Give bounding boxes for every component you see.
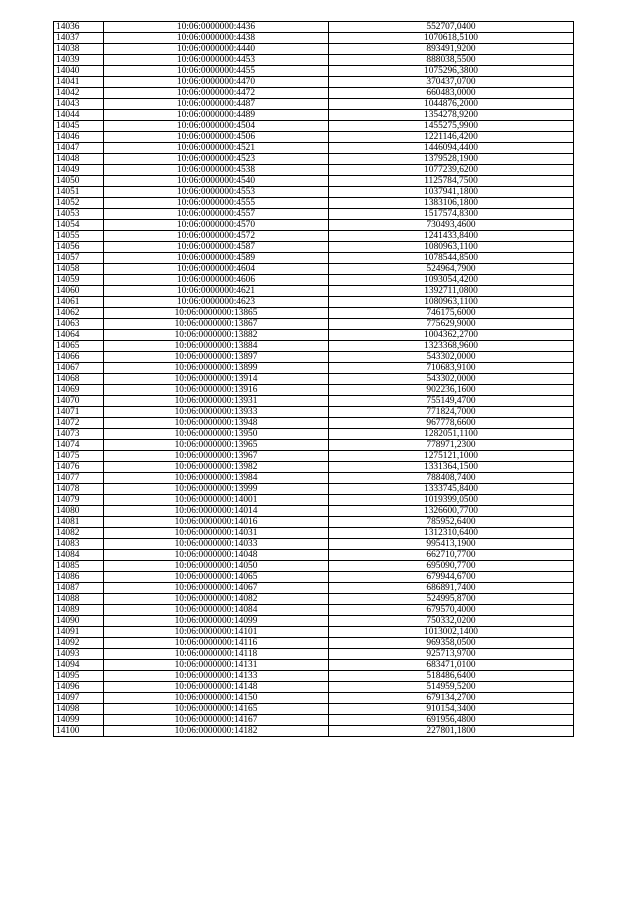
cadastral-number-cell: 10:06:0000000:14048 bbox=[104, 550, 329, 561]
table-row bbox=[54, 154, 574, 165]
table-row bbox=[54, 231, 574, 242]
cadastral-number-cell: 10:06:0000000:14099 bbox=[104, 616, 329, 627]
cadastral-number-cell: 10:06:0000000:4506 bbox=[104, 132, 329, 143]
table-row bbox=[54, 418, 574, 429]
table-row bbox=[54, 220, 574, 231]
row-number-cell: 14098 bbox=[54, 704, 104, 715]
row-number-cell: 14055 bbox=[54, 231, 104, 242]
table-row bbox=[54, 33, 574, 44]
table-row bbox=[54, 22, 574, 33]
row-number-cell: 14070 bbox=[54, 396, 104, 407]
table-row bbox=[54, 451, 574, 462]
table-row bbox=[54, 583, 574, 594]
cadastral-value-cell: 1080963,1100 bbox=[329, 297, 574, 308]
cadastral-value-cell: 686891,7400 bbox=[329, 583, 574, 594]
row-number-cell: 14036 bbox=[54, 22, 104, 33]
cadastral-value-cell: 518486,6400 bbox=[329, 671, 574, 682]
cadastral-number-cell: 10:06:0000000:13982 bbox=[104, 462, 329, 473]
cadastral-number-cell: 10:06:0000000:13948 bbox=[104, 418, 329, 429]
cadastral-number-cell: 10:06:0000000:4557 bbox=[104, 209, 329, 220]
row-number-cell: 14090 bbox=[54, 616, 104, 627]
table-row bbox=[54, 77, 574, 88]
table-row bbox=[54, 572, 574, 583]
cadastral-number-cell: 10:06:0000000:4521 bbox=[104, 143, 329, 154]
table-row bbox=[54, 286, 574, 297]
cadastral-number-cell: 10:06:0000000:4453 bbox=[104, 55, 329, 66]
row-number-cell: 14094 bbox=[54, 660, 104, 671]
table-row bbox=[54, 330, 574, 341]
cadastral-value-cell: 1080963,1100 bbox=[329, 242, 574, 253]
row-number-cell: 14099 bbox=[54, 715, 104, 726]
cadastral-number-cell: 10:06:0000000:4587 bbox=[104, 242, 329, 253]
table-row bbox=[54, 176, 574, 187]
row-number-cell: 14077 bbox=[54, 473, 104, 484]
cadastral-value-cell: 771824,7000 bbox=[329, 407, 574, 418]
cadastral-value-cell: 543302,0000 bbox=[329, 352, 574, 363]
cadastral-value-cell: 1323368,9600 bbox=[329, 341, 574, 352]
row-number-cell: 14080 bbox=[54, 506, 104, 517]
cadastral-value-cell: 925713,9700 bbox=[329, 649, 574, 660]
cadastral-value-cell: 543302,0000 bbox=[329, 374, 574, 385]
row-number-cell: 14093 bbox=[54, 649, 104, 660]
table-row bbox=[54, 99, 574, 110]
row-number-cell: 14040 bbox=[54, 66, 104, 77]
row-number-cell: 14051 bbox=[54, 187, 104, 198]
cadastral-value-cell: 1037941,1800 bbox=[329, 187, 574, 198]
row-number-cell: 14061 bbox=[54, 297, 104, 308]
table-row bbox=[54, 352, 574, 363]
row-number-cell: 14096 bbox=[54, 682, 104, 693]
table-row bbox=[54, 209, 574, 220]
table-row bbox=[54, 561, 574, 572]
cadastral-number-cell: 10:06:0000000:14067 bbox=[104, 583, 329, 594]
row-number-cell: 14042 bbox=[54, 88, 104, 99]
cadastral-number-cell: 10:06:0000000:14050 bbox=[104, 561, 329, 572]
row-number-cell: 14087 bbox=[54, 583, 104, 594]
row-number-cell: 14078 bbox=[54, 484, 104, 495]
row-number-cell: 14073 bbox=[54, 429, 104, 440]
cadastral-value-cell: 1379528,1900 bbox=[329, 154, 574, 165]
table-row bbox=[54, 88, 574, 99]
row-number-cell: 14056 bbox=[54, 242, 104, 253]
cadastral-number-cell: 10:06:0000000:4606 bbox=[104, 275, 329, 286]
cadastral-number-cell: 10:06:0000000:13882 bbox=[104, 330, 329, 341]
cadastral-number-cell: 10:06:0000000:14165 bbox=[104, 704, 329, 715]
cadastral-number-cell: 10:06:0000000:4489 bbox=[104, 110, 329, 121]
cadastral-value-cell: 683471,0100 bbox=[329, 660, 574, 671]
row-number-cell: 14066 bbox=[54, 352, 104, 363]
table-row bbox=[54, 506, 574, 517]
cadastral-number-cell: 10:06:0000000:4436 bbox=[104, 22, 329, 33]
table-row bbox=[54, 132, 574, 143]
row-number-cell: 14039 bbox=[54, 55, 104, 66]
cadastral-value-cell: 1078544,8500 bbox=[329, 253, 574, 264]
row-number-cell: 14045 bbox=[54, 121, 104, 132]
cadastral-value-cell: 691956,4800 bbox=[329, 715, 574, 726]
table-row bbox=[54, 693, 574, 704]
table-row bbox=[54, 627, 574, 638]
cadastral-value-cell: 227801,1800 bbox=[329, 726, 574, 737]
cadastral-number-cell: 10:06:0000000:14131 bbox=[104, 660, 329, 671]
cadastral-value-cell: 1077239,6200 bbox=[329, 165, 574, 176]
table-row bbox=[54, 649, 574, 660]
cadastral-value-cell: 552707,0400 bbox=[329, 22, 574, 33]
row-number-cell: 14037 bbox=[54, 33, 104, 44]
cadastral-number-cell: 10:06:0000000:14016 bbox=[104, 517, 329, 528]
table-row bbox=[54, 407, 574, 418]
cadastral-value-cell: 995413,1900 bbox=[329, 539, 574, 550]
row-number-cell: 14041 bbox=[54, 77, 104, 88]
table-row bbox=[54, 462, 574, 473]
cadastral-value-cell: 785952,6400 bbox=[329, 517, 574, 528]
table-row bbox=[54, 517, 574, 528]
cadastral-number-cell: 10:06:0000000:4570 bbox=[104, 220, 329, 231]
row-number-cell: 14044 bbox=[54, 110, 104, 121]
table-row bbox=[54, 429, 574, 440]
cadastral-value-cell: 1455275,9900 bbox=[329, 121, 574, 132]
cadastral-value-cell: 1019399,0500 bbox=[329, 495, 574, 506]
table-row bbox=[54, 374, 574, 385]
cadastral-number-cell: 10:06:0000000:4540 bbox=[104, 176, 329, 187]
table-row bbox=[54, 682, 574, 693]
row-number-cell: 14086 bbox=[54, 572, 104, 583]
cadastral-value-cell: 1326600,7700 bbox=[329, 506, 574, 517]
table-row bbox=[54, 363, 574, 374]
row-number-cell: 14091 bbox=[54, 627, 104, 638]
cadastral-number-cell: 10:06:0000000:13965 bbox=[104, 440, 329, 451]
cadastral-value-cell: 1392711,0800 bbox=[329, 286, 574, 297]
row-number-cell: 14084 bbox=[54, 550, 104, 561]
row-number-cell: 14047 bbox=[54, 143, 104, 154]
table-row bbox=[54, 473, 574, 484]
table-row bbox=[54, 539, 574, 550]
table-row bbox=[54, 616, 574, 627]
cadastral-number-cell: 10:06:0000000:13914 bbox=[104, 374, 329, 385]
cadastral-value-cell: 1125784,7500 bbox=[329, 176, 574, 187]
cadastral-number-cell: 10:06:0000000:13950 bbox=[104, 429, 329, 440]
cadastral-value-cell: 1013002,1400 bbox=[329, 627, 574, 638]
cadastral-value-cell: 755149,4700 bbox=[329, 396, 574, 407]
cadastral-value-cell: 524964,7900 bbox=[329, 264, 574, 275]
cadastral-number-cell: 10:06:0000000:14116 bbox=[104, 638, 329, 649]
table-row bbox=[54, 396, 574, 407]
row-number-cell: 14058 bbox=[54, 264, 104, 275]
cadastral-value-cell: 1333745,8400 bbox=[329, 484, 574, 495]
cadastral-number-cell: 10:06:0000000:14150 bbox=[104, 693, 329, 704]
table-row bbox=[54, 44, 574, 55]
cadastral-value-cell: 1221146,4200 bbox=[329, 132, 574, 143]
row-number-cell: 14049 bbox=[54, 165, 104, 176]
row-number-cell: 14082 bbox=[54, 528, 104, 539]
cadastral-number-cell: 10:06:0000000:4623 bbox=[104, 297, 329, 308]
cadastral-number-cell: 10:06:0000000:4455 bbox=[104, 66, 329, 77]
row-number-cell: 14083 bbox=[54, 539, 104, 550]
table-row bbox=[54, 385, 574, 396]
cadastral-number-cell: 10:06:0000000:4438 bbox=[104, 33, 329, 44]
table-row bbox=[54, 550, 574, 561]
cadastral-number-cell: 10:06:0000000:4604 bbox=[104, 264, 329, 275]
cadastral-number-cell: 10:06:0000000:4621 bbox=[104, 286, 329, 297]
cadastral-value-cell: 1312310,6400 bbox=[329, 528, 574, 539]
cadastral-number-cell: 10:06:0000000:4553 bbox=[104, 187, 329, 198]
row-number-cell: 14043 bbox=[54, 99, 104, 110]
row-number-cell: 14089 bbox=[54, 605, 104, 616]
cadastral-value-cell: 710683,9100 bbox=[329, 363, 574, 374]
cadastral-value-cell: 1004362,2700 bbox=[329, 330, 574, 341]
cadastral-number-cell: 10:06:0000000:13899 bbox=[104, 363, 329, 374]
cadastral-value-cell: 893491,9200 bbox=[329, 44, 574, 55]
table-row bbox=[54, 187, 574, 198]
cadastral-number-cell: 10:06:0000000:14014 bbox=[104, 506, 329, 517]
table-row bbox=[54, 715, 574, 726]
cadastral-number-cell: 10:06:0000000:14065 bbox=[104, 572, 329, 583]
table-row bbox=[54, 297, 574, 308]
row-number-cell: 14088 bbox=[54, 594, 104, 605]
row-number-cell: 14057 bbox=[54, 253, 104, 264]
table-body bbox=[54, 22, 574, 737]
row-number-cell: 14072 bbox=[54, 418, 104, 429]
row-number-cell: 14075 bbox=[54, 451, 104, 462]
table-row bbox=[54, 275, 574, 286]
cadastral-number-cell: 10:06:0000000:4440 bbox=[104, 44, 329, 55]
row-number-cell: 14074 bbox=[54, 440, 104, 451]
table-row bbox=[54, 638, 574, 649]
cadastral-value-cell: 662710,7700 bbox=[329, 550, 574, 561]
cadastral-number-cell: 10:06:0000000:4523 bbox=[104, 154, 329, 165]
cadastral-value-cell: 679134,2700 bbox=[329, 693, 574, 704]
table-row bbox=[54, 528, 574, 539]
table-row bbox=[54, 242, 574, 253]
cadastral-value-cell: 1241433,8400 bbox=[329, 231, 574, 242]
row-number-cell: 14079 bbox=[54, 495, 104, 506]
row-number-cell: 14038 bbox=[54, 44, 104, 55]
cadastral-number-cell: 10:06:0000000:14082 bbox=[104, 594, 329, 605]
cadastral-number-cell: 10:06:0000000:4470 bbox=[104, 77, 329, 88]
cadastral-value-cell: 969358,0500 bbox=[329, 638, 574, 649]
cadastral-number-cell: 10:06:0000000:14167 bbox=[104, 715, 329, 726]
cadastral-number-cell: 10:06:0000000:4504 bbox=[104, 121, 329, 132]
table-row bbox=[54, 704, 574, 715]
row-number-cell: 14071 bbox=[54, 407, 104, 418]
cadastral-number-cell: 10:06:0000000:13933 bbox=[104, 407, 329, 418]
cadastral-number-cell: 10:06:0000000:14084 bbox=[104, 605, 329, 616]
table-row bbox=[54, 143, 574, 154]
row-number-cell: 14064 bbox=[54, 330, 104, 341]
row-number-cell: 14068 bbox=[54, 374, 104, 385]
row-number-cell: 14069 bbox=[54, 385, 104, 396]
cadastral-value-cell: 524995,8700 bbox=[329, 594, 574, 605]
row-number-cell: 14063 bbox=[54, 319, 104, 330]
table-row bbox=[54, 253, 574, 264]
cadastral-value-cell: 1383106,1800 bbox=[329, 198, 574, 209]
cadastral-value-cell: 775629,9000 bbox=[329, 319, 574, 330]
cadastral-value-cell: 1282051,1100 bbox=[329, 429, 574, 440]
table-row bbox=[54, 198, 574, 209]
cadastral-value-cell: 967778,6600 bbox=[329, 418, 574, 429]
row-number-cell: 14053 bbox=[54, 209, 104, 220]
cadastral-number-cell: 10:06:0000000:4572 bbox=[104, 231, 329, 242]
cadastral-number-cell: 10:06:0000000:13984 bbox=[104, 473, 329, 484]
cadastral-number-cell: 10:06:0000000:14101 bbox=[104, 627, 329, 638]
cadastral-number-cell: 10:06:0000000:14033 bbox=[104, 539, 329, 550]
row-number-cell: 14081 bbox=[54, 517, 104, 528]
cadastral-value-cell: 1070618,5100 bbox=[329, 33, 574, 44]
table-row bbox=[54, 264, 574, 275]
row-number-cell: 14060 bbox=[54, 286, 104, 297]
row-number-cell: 14048 bbox=[54, 154, 104, 165]
cadastral-value-cell: 1075296,3800 bbox=[329, 66, 574, 77]
cadastral-number-cell: 10:06:0000000:13999 bbox=[104, 484, 329, 495]
cadastral-number-cell: 10:06:0000000:14133 bbox=[104, 671, 329, 682]
table-row bbox=[54, 319, 574, 330]
cadastral-value-cell: 1331364,1500 bbox=[329, 462, 574, 473]
row-number-cell: 14095 bbox=[54, 671, 104, 682]
cadastral-number-cell: 10:06:0000000:13884 bbox=[104, 341, 329, 352]
cadastral-value-cell: 370437,0700 bbox=[329, 77, 574, 88]
cadastral-number-cell: 10:06:0000000:4472 bbox=[104, 88, 329, 99]
cadastral-value-cell: 746175,6000 bbox=[329, 308, 574, 319]
row-number-cell: 14067 bbox=[54, 363, 104, 374]
table-row bbox=[54, 308, 574, 319]
cadastral-value-cell: 695090,7700 bbox=[329, 561, 574, 572]
row-number-cell: 14046 bbox=[54, 132, 104, 143]
cadastral-value-cell: 750332,0200 bbox=[329, 616, 574, 627]
table-row bbox=[54, 165, 574, 176]
row-number-cell: 14097 bbox=[54, 693, 104, 704]
table-row bbox=[54, 660, 574, 671]
table-row bbox=[54, 341, 574, 352]
cadastral-number-cell: 10:06:0000000:4555 bbox=[104, 198, 329, 209]
row-number-cell: 14059 bbox=[54, 275, 104, 286]
cadastral-value-cell: 1517574,8300 bbox=[329, 209, 574, 220]
cadastral-value-cell: 679944,6700 bbox=[329, 572, 574, 583]
cadastral-value-cell: 1093054,4200 bbox=[329, 275, 574, 286]
table-row bbox=[54, 66, 574, 77]
table-row bbox=[54, 605, 574, 616]
table-row bbox=[54, 495, 574, 506]
table-row bbox=[54, 55, 574, 66]
cadastral-value-cell: 1275121,1000 bbox=[329, 451, 574, 462]
row-number-cell: 14052 bbox=[54, 198, 104, 209]
cadastral-number-cell: 10:06:0000000:14182 bbox=[104, 726, 329, 737]
row-number-cell: 14054 bbox=[54, 220, 104, 231]
cadastral-number-cell: 10:06:0000000:13867 bbox=[104, 319, 329, 330]
row-number-cell: 14065 bbox=[54, 341, 104, 352]
table-row bbox=[54, 440, 574, 451]
cadastral-number-cell: 10:06:0000000:13967 bbox=[104, 451, 329, 462]
cadastral-value-cell: 730493,4600 bbox=[329, 220, 574, 231]
cadastral-value-cell: 902236,1600 bbox=[329, 385, 574, 396]
table-row bbox=[54, 110, 574, 121]
table-row bbox=[54, 726, 574, 737]
cadastral-number-cell: 10:06:0000000:13916 bbox=[104, 385, 329, 396]
row-number-cell: 14100 bbox=[54, 726, 104, 737]
table-row bbox=[54, 594, 574, 605]
cadastral-value-table bbox=[53, 21, 574, 737]
cadastral-value-cell: 788408,7400 bbox=[329, 473, 574, 484]
cadastral-number-cell: 10:06:0000000:14118 bbox=[104, 649, 329, 660]
cadastral-value-cell: 679570,4000 bbox=[329, 605, 574, 616]
cadastral-value-cell: 1044876,2000 bbox=[329, 99, 574, 110]
cadastral-value-cell: 1354278,9200 bbox=[329, 110, 574, 121]
cadastral-number-cell: 10:06:0000000:4487 bbox=[104, 99, 329, 110]
cadastral-number-cell: 10:06:0000000:13865 bbox=[104, 308, 329, 319]
cadastral-value-cell: 660483,0000 bbox=[329, 88, 574, 99]
cadastral-value-cell: 910154,3400 bbox=[329, 704, 574, 715]
cadastral-number-cell: 10:06:0000000:14001 bbox=[104, 495, 329, 506]
cadastral-number-cell: 10:06:0000000:14148 bbox=[104, 682, 329, 693]
cadastral-number-cell: 10:06:0000000:14031 bbox=[104, 528, 329, 539]
cadastral-number-cell: 10:06:0000000:13931 bbox=[104, 396, 329, 407]
cadastral-value-cell: 514959,5200 bbox=[329, 682, 574, 693]
row-number-cell: 14076 bbox=[54, 462, 104, 473]
cadastral-number-cell: 10:06:0000000:4589 bbox=[104, 253, 329, 264]
row-number-cell: 14062 bbox=[54, 308, 104, 319]
row-number-cell: 14085 bbox=[54, 561, 104, 572]
row-number-cell: 14050 bbox=[54, 176, 104, 187]
cadastral-number-cell: 10:06:0000000:4538 bbox=[104, 165, 329, 176]
cadastral-value-cell: 888038,5500 bbox=[329, 55, 574, 66]
cadastral-number-cell: 10:06:0000000:13897 bbox=[104, 352, 329, 363]
row-number-cell: 14092 bbox=[54, 638, 104, 649]
table-row bbox=[54, 671, 574, 682]
table-row bbox=[54, 121, 574, 132]
cadastral-value-cell: 778971,2300 bbox=[329, 440, 574, 451]
table-row bbox=[54, 484, 574, 495]
cadastral-value-cell: 1446094,4400 bbox=[329, 143, 574, 154]
